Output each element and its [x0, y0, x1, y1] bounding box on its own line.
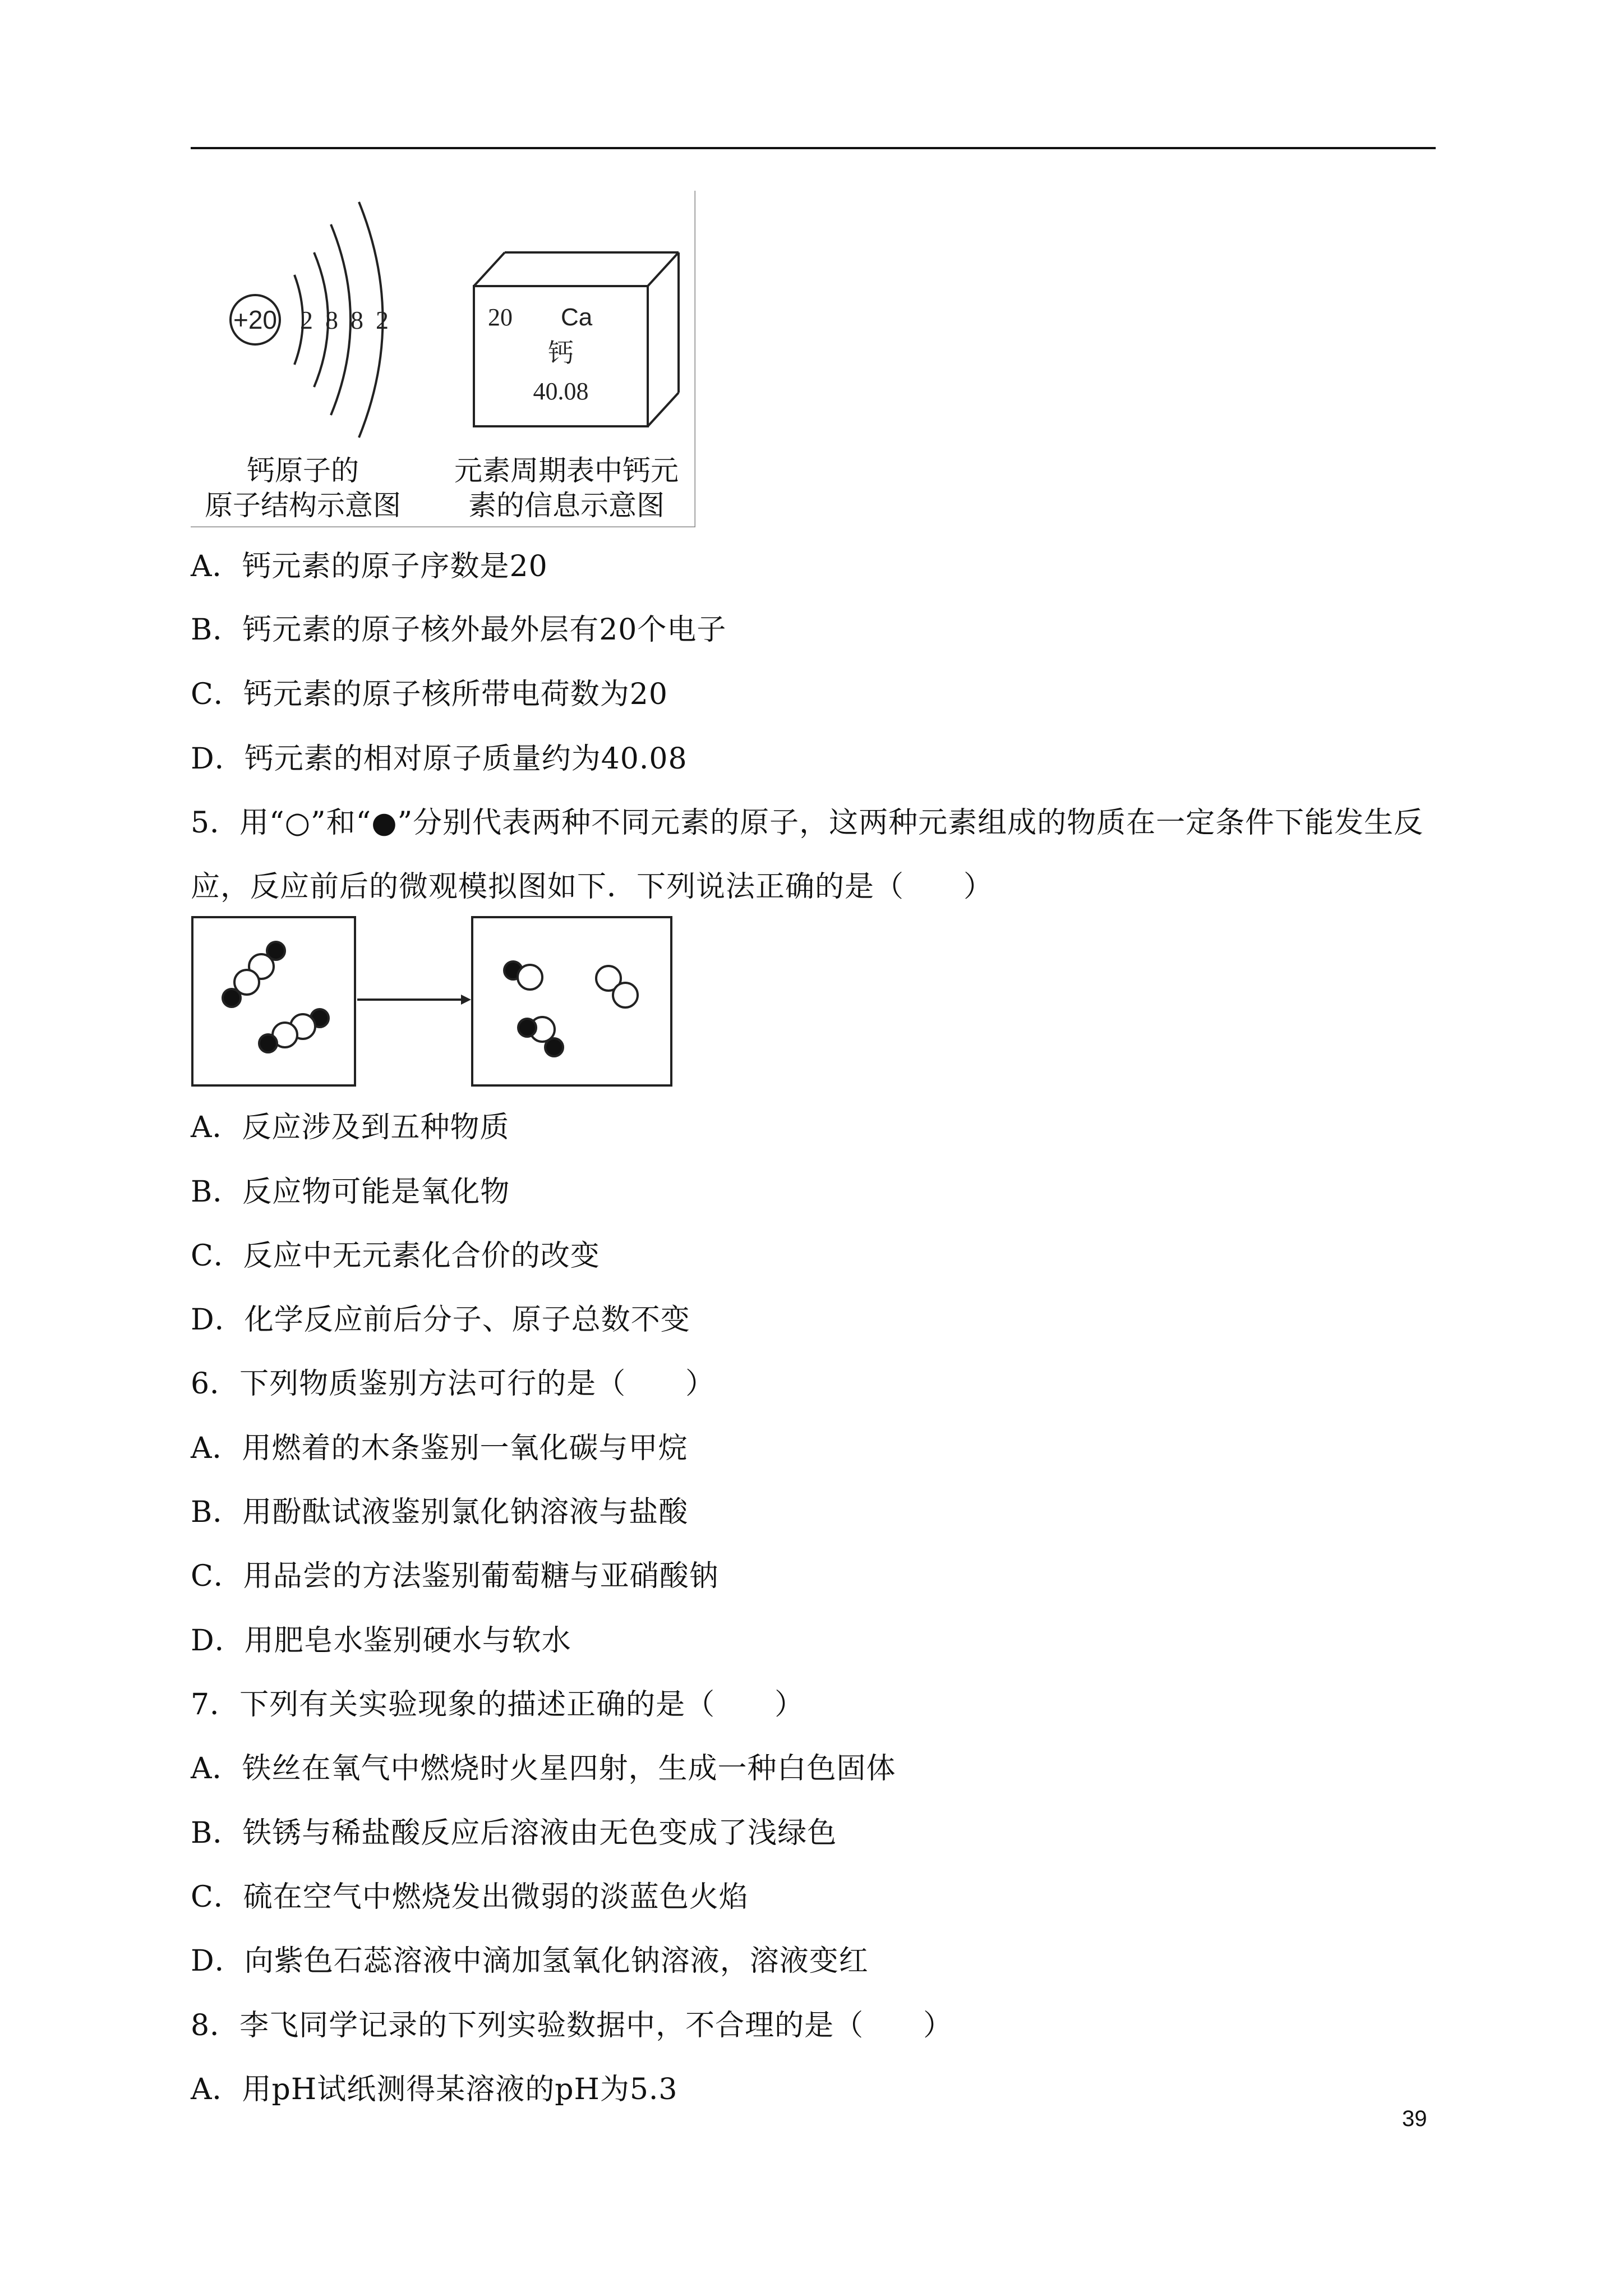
- after-box: [472, 917, 671, 1085]
- q5-option-c: C．反应中无元素化合价的改变: [191, 1239, 600, 1273]
- element-symbol: Ca: [561, 303, 593, 331]
- q7-option-b: B．铁锈与稀盐酸反应后溶液由无色变成了浅绿色: [191, 1816, 837, 1850]
- q7-stem: 7．下列有关实验现象的描述正确的是（ ）: [191, 1688, 805, 1722]
- q4-option-a: A．钙元素的原子序数是20: [191, 550, 548, 583]
- header-rule: [191, 147, 1436, 149]
- q5-option-d: D．化学反应前后分子、原子总数不变: [191, 1303, 690, 1337]
- calcium-figure: [191, 191, 695, 527]
- q6-option-b: B．用酚酞试液鉴别氯化钠溶液与盐酸: [191, 1496, 689, 1529]
- q6-option-c: C．用品尝的方法鉴别葡萄糖与亚硝酸钠: [191, 1559, 719, 1593]
- element-number: 20: [488, 303, 513, 331]
- product-molecule-2: [596, 966, 638, 1007]
- q6-stem: 6．下列物质鉴别方法可行的是（ ）: [191, 1367, 716, 1401]
- shell-1-count: 2: [300, 306, 313, 334]
- nucleus-charge: +20: [233, 305, 278, 334]
- q4-option-d: D．钙元素的相对原子质量约为40.08: [191, 742, 688, 776]
- q5-stem-line1: 5．用“○”和“●”分别代表两种不同元素的原子，这两种元素组成的物质在一定条件下能发生反: [191, 806, 1424, 840]
- q8-option-a: A．用pH试纸测得某溶液的pH为5.3: [191, 2073, 678, 2106]
- page-number: 39: [1402, 2106, 1427, 2131]
- product-molecule-3: [518, 1017, 563, 1056]
- shell-2-count: 8: [325, 306, 338, 334]
- shell-4-count: 2: [376, 306, 389, 334]
- product-molecule-1: [504, 961, 542, 990]
- q6-option-a: A．用燃着的木条鉴别一氧化碳与甲烷: [191, 1432, 688, 1465]
- caption-atom-structure: 钙原子的 原子结构示意图: [205, 454, 401, 522]
- reactant-molecule-1: [223, 942, 285, 1007]
- q5-option-a: A．反应涉及到五种物质: [191, 1111, 510, 1144]
- shell-3-count: 8: [351, 306, 363, 334]
- q4-option-b: B．钙元素的原子核外最外层有20个电子: [191, 613, 727, 647]
- q8-stem: 8．李飞同学记录的下列实验数据中，不合理的是（ ）: [191, 2009, 953, 2042]
- q7-option-d: D．向紫色石蕊溶液中滴加氢氧化钠溶液，溶液变红: [191, 1944, 869, 1978]
- q5-stem-line2: 应，反应前后的微观模拟图如下．下列说法正确的是（ ）: [191, 870, 994, 904]
- element-name: 钙: [548, 338, 574, 368]
- q7-option-c: C．硫在空气中燃烧发出微弱的淡蓝色火焰: [191, 1880, 749, 1914]
- reaction-figure-drawing: [191, 915, 673, 1087]
- q5-option-b: B．反应物可能是氧化物: [191, 1175, 510, 1209]
- reactant-molecule-2: [259, 1009, 329, 1052]
- caption-periodic-info: 元素周期表中钙元 素的信息示意图: [454, 454, 679, 522]
- q4-option-c: C．钙元素的原子核所带电荷数为20: [191, 678, 668, 711]
- q6-option-d: D．用肥皂水鉴别硬水与软水: [191, 1624, 571, 1658]
- atomic-mass: 40.08: [533, 378, 589, 405]
- q7-option-a: A．铁丝在氧气中燃烧时火星四射，生成一种白色固体: [191, 1752, 896, 1786]
- reaction-figure: [191, 915, 673, 1087]
